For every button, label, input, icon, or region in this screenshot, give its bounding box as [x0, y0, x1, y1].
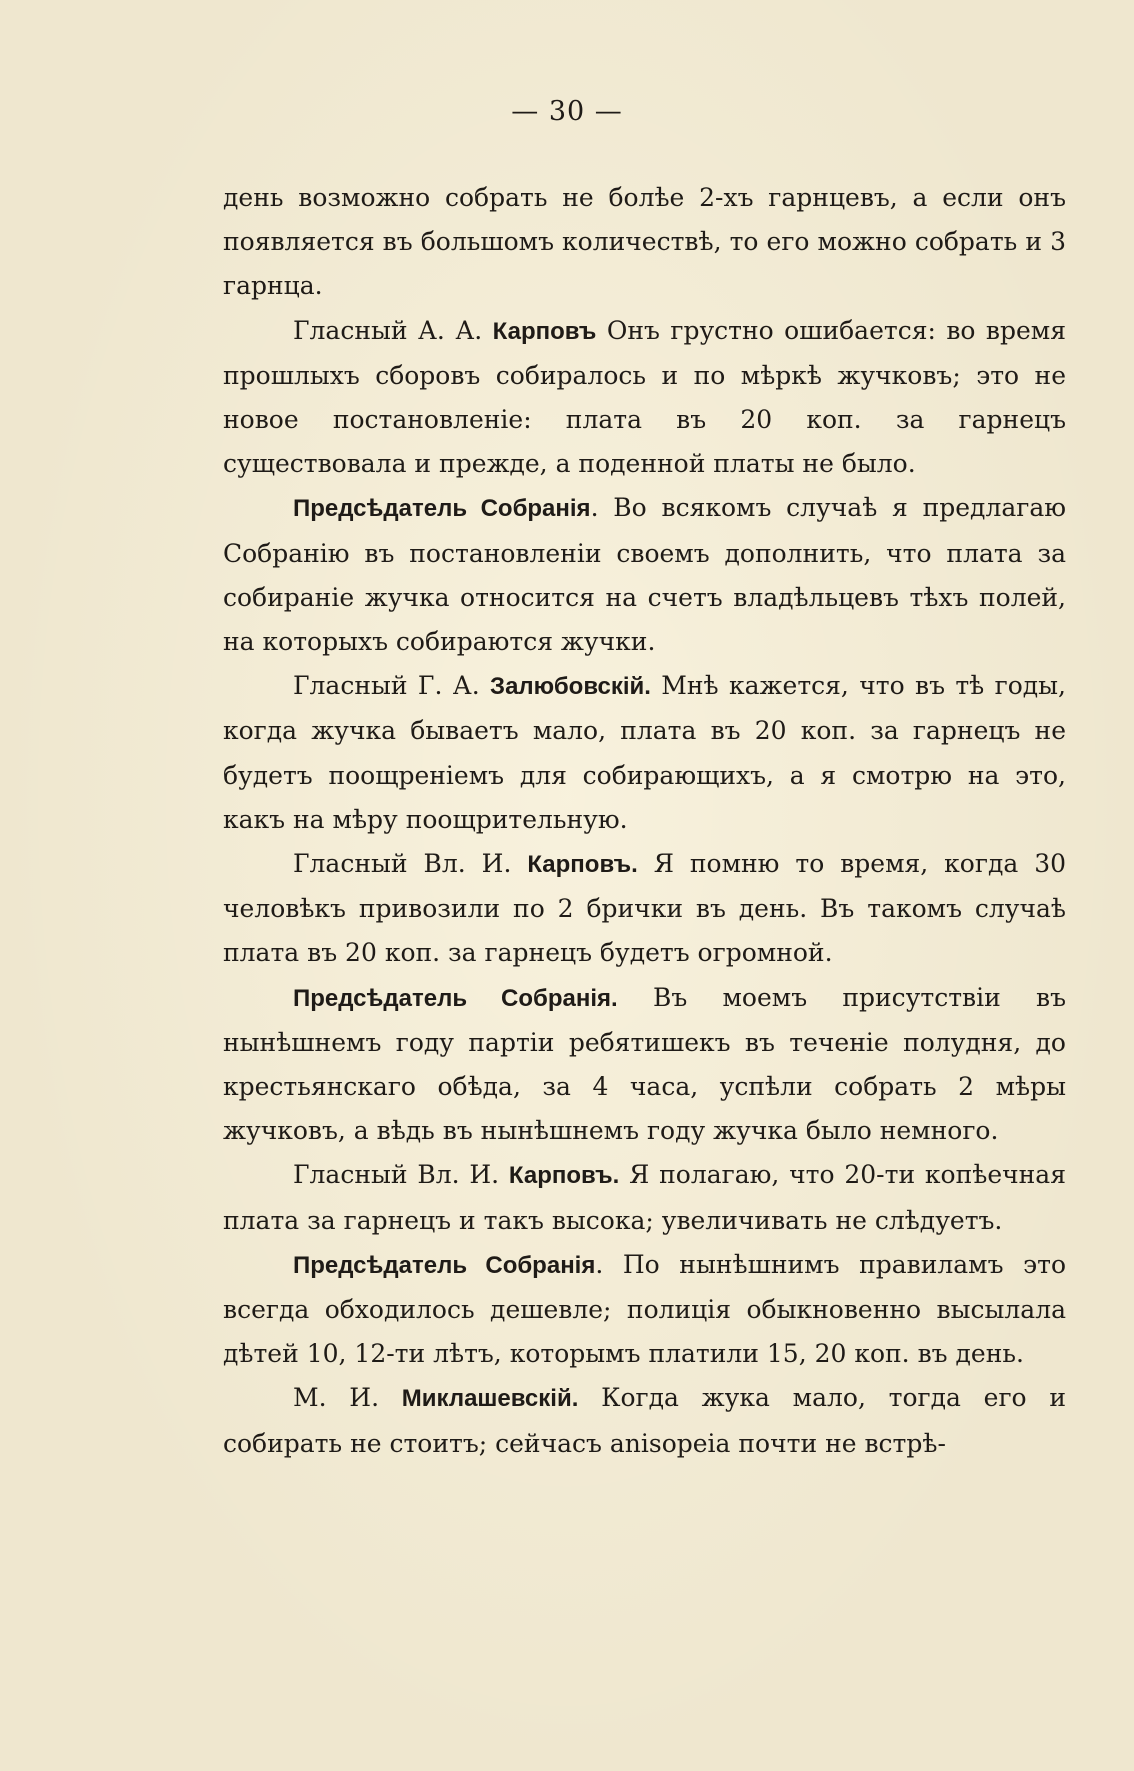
paragraph	[223, 664, 1066, 842]
paragraph	[223, 976, 1066, 1154]
paragraph-text: Въ моемъ присутствіи въ нынѣшнемъ году партіи ребятишекъ въ теченіе полудня, до крестьянскаго обѣда, за 4 часа, успѣли собрать 2 мѣры жучковъ, а вѣдь въ нынѣшнемъ году жучка было немного.	[223, 982, 1067, 1146]
paragraph	[223, 176, 1066, 309]
paragraph	[223, 1243, 1066, 1377]
paragraph	[223, 1376, 1066, 1465]
paragraph-text: . По нынѣшнимъ правиламъ это всегда обходилось дешевле; полиція обыкновенно высылала дѣтей 10, 12-ти лѣтъ, которымъ платили 15, 20 коп. въ день.	[223, 1249, 1066, 1369]
speaker-name: Залюбовскій.	[490, 673, 651, 701]
paragraph-text: Я помню то время, когда 30 человѣкъ привозили по 2 брички въ день. Въ такомъ случаѣ плата въ 20 коп. за гарнецъ будетъ огромной.	[223, 849, 1067, 968]
speaker-name: Предсѣдатель Собранія.	[293, 984, 618, 1012]
speaker-title: Гласный А. А.	[293, 315, 493, 345]
paragraph-text: Когда жука мало, тогда его и собирать не стоитъ; сейчасъ anisopeia почти не встрѣ-	[223, 1383, 1066, 1458]
speaker-title: М. И.	[293, 1383, 402, 1413]
paragraph-text: Я полагаю, что 20-ти копѣечная плата за гарнецъ и такъ высока; увеличивать не слѣдуетъ.	[223, 1160, 1066, 1235]
paragraph	[223, 1153, 1066, 1242]
speaker-title: Гласный Вл. И.	[293, 849, 528, 879]
paragraph	[223, 842, 1066, 976]
page-number: — 30 —	[511, 96, 623, 127]
paragraph-text: . Во всякомъ случаѣ я предлагаю Собранію въ постановленіи своемъ дополнить, что плата за собираніе жучка относится на счетъ владѣльцевъ тѣхъ полей, на которыхъ собираются жучки.	[223, 493, 1067, 657]
speaker-name: Миклашевскій.	[401, 1385, 579, 1413]
paragraph-text: Онъ грустно ошибается: во время прошлыхъ сборовъ собиралось и по мѣркѣ жучковъ; это не новое постановленіе: плата въ 20 коп. за гарнецъ существовала и прежде, а поденной платы не было.	[223, 315, 1066, 479]
paragraph	[223, 309, 1066, 487]
speaker-name: Предсѣдатель Собранія	[293, 495, 591, 523]
speaker-name: Карповъ.	[508, 1162, 620, 1190]
speaker-title: Гласный Вл. И.	[293, 1160, 509, 1190]
speaker-name: Предсѣдатель Собранія	[293, 1251, 596, 1279]
paragraph-text: день возможно собрать не болѣе 2-хъ гарнцевъ, а если онъ появляется въ большомъ количествѣ, то его можно собрать и 3 гарнца.	[223, 183, 1066, 301]
paragraph-text: Мнѣ кажется, что въ тѣ годы, когда жучка бываетъ мало, плата въ 20 коп. за гарнецъ не будетъ поощреніемъ для собирающихъ, а я смотрю на это, какъ на мѣру поощрительную.	[223, 671, 1066, 834]
body-text	[223, 176, 1066, 1466]
speaker-title: Гласный Г. А.	[293, 671, 491, 701]
speaker-name: Карповъ.	[527, 851, 638, 879]
paragraph	[223, 486, 1066, 664]
speaker-name: Карповъ	[492, 317, 597, 345]
